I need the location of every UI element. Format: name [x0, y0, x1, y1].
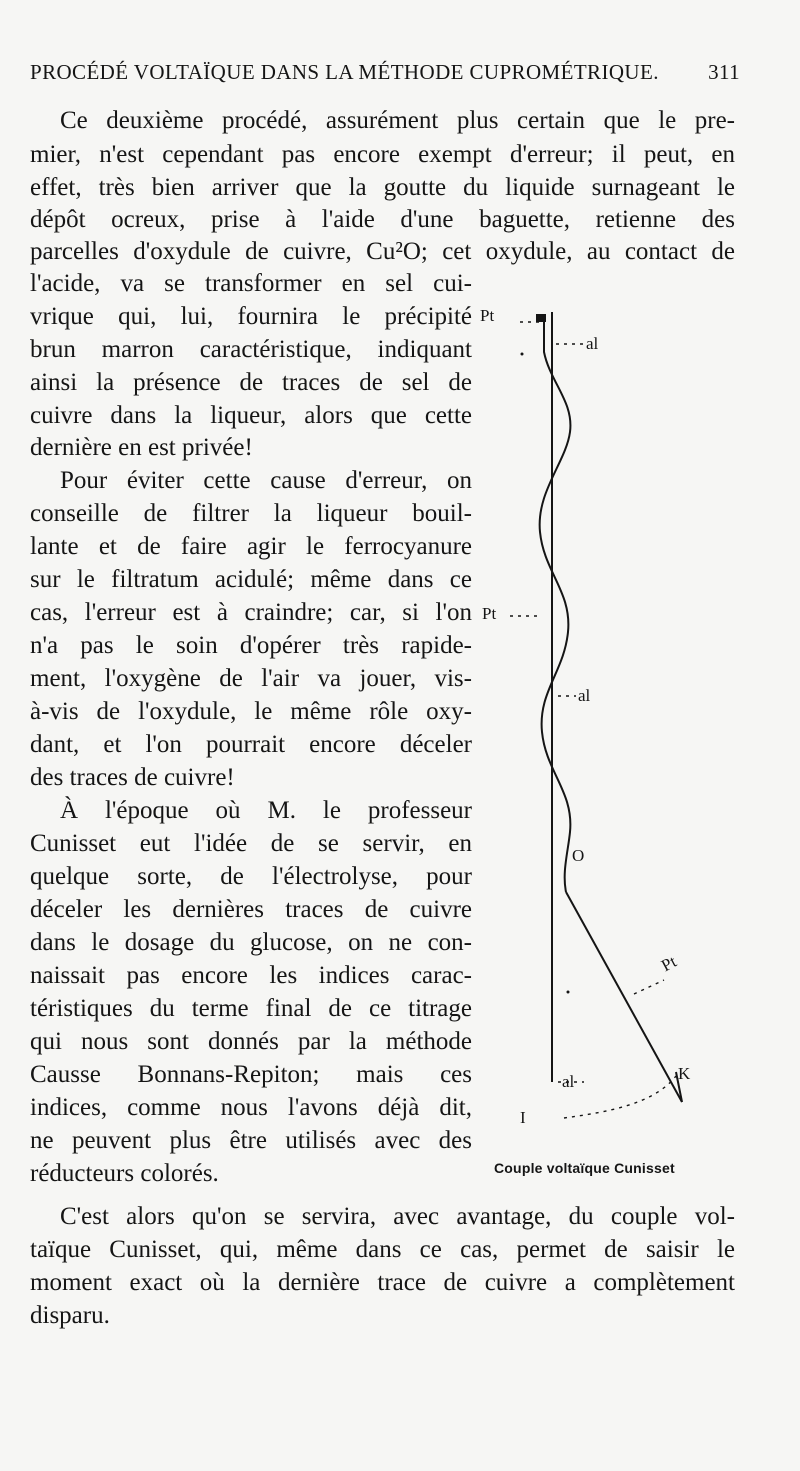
text-line: indices, comme nous l'avons déjà dit, [30, 1094, 472, 1121]
text-line: dépôt ocreux, prise à l'aide d'une baguette, retienne des [30, 206, 735, 233]
text-line: effet, très bien arriver que la goutte du liquide surnageant le [30, 174, 735, 201]
text-line: l'acide, va se transformer en sel cui- [30, 270, 472, 297]
text-line: téristiques du terme final de ce titrage [30, 995, 472, 1022]
text-line: lante et de faire agir le ferrocyanure [30, 533, 472, 560]
text-line: ainsi la présence de traces de sel de [30, 369, 472, 396]
running-title: PROCÉDÉ VOLTAÏQUE DANS LA MÉTHODE CUPROMÉTRIQUE. [30, 60, 659, 84]
text-line: C'est alors qu'on se servira, avec avantage, du couple vol- [60, 1203, 735, 1230]
text-line: conseille de filtrer la liqueur bouil- [30, 500, 472, 527]
text-line: dant, et l'on pourrait encore déceler [30, 731, 472, 758]
text-line: Ce deuxième procédé, assurément plus certain que le pre- [60, 107, 735, 134]
text-line: réducteurs colorés. [30, 1160, 219, 1187]
page-number: 311 [708, 60, 740, 84]
text-line: naissait pas encore les indices carac- [30, 962, 472, 989]
label-k: K [678, 1064, 691, 1083]
terminal-clip [536, 314, 546, 322]
label-pt-top: Pt [480, 306, 495, 325]
text-line: dernière en est privée! [30, 434, 253, 461]
diagonal-electrode [566, 892, 682, 1102]
voltaic-couple-figure [478, 292, 748, 1192]
label-al-middle: al [578, 686, 591, 705]
label-pt-bottom: Pt [658, 951, 680, 976]
running-header [30, 60, 740, 85]
text-line: sur le filtratum acidulé; même dans ce [30, 566, 472, 593]
label-pt-middle: Pt [482, 604, 497, 623]
figure-caption: Couple voltaïque Cunisset [494, 1160, 675, 1176]
label-al-bottom: al [562, 1072, 575, 1091]
text-line: moment exact où la dernière trace de cuivre a complètement [30, 1269, 735, 1296]
text-line: cuivre dans la liqueur, alors que cette [30, 402, 472, 429]
text-line: Causse Bonnans-Repiton; mais ces [30, 1061, 472, 1088]
text-line: vrique qui, lui, fournira le précipité [30, 303, 472, 330]
text-line: dans le dosage du glucose, on ne con- [30, 929, 472, 956]
text-line: des traces de cuivre! [30, 764, 235, 791]
text-line: cas, l'erreur est à craindre; car, si l'on [30, 599, 472, 626]
label-o: O [572, 846, 585, 865]
label-i: I [520, 1108, 526, 1127]
text-line: mier, n'est cependant pas encore exempt d'erreur; il peut, en [30, 141, 735, 168]
text-line: n'a pas le soin d'opérer très rapide- [30, 632, 472, 659]
text-line: Pour éviter cette cause d'erreur, on [60, 467, 472, 494]
label-al-top: al [586, 334, 599, 353]
leader-pt3 [634, 980, 664, 994]
text-line: ne peuvent plus être utilisés avec des [30, 1127, 472, 1154]
text-line: déceler les dernières traces de cuivre [30, 896, 472, 923]
text-line: quelque sorte, de l'électrolyse, pour [30, 863, 472, 890]
text-line: parcelles d'oxydule de cuivre, Cu²O; cet oxydule, au contact de [30, 238, 735, 265]
text-line: qui nous sont donnés par la méthode [30, 1028, 472, 1055]
figure-drawing [478, 292, 748, 1192]
wire-coil [540, 322, 571, 892]
leader-k [564, 1076, 676, 1118]
text-line: À l'époque où M. le professeur [60, 797, 472, 824]
text-line: disparu. [30, 1302, 110, 1329]
text-line: ment, l'oxygène de l'air va jouer, vis- [30, 665, 472, 692]
text-line: taïque Cunisset, qui, même dans ce cas, permet de saisir le [30, 1236, 735, 1263]
text-line: à-vis de l'oxydule, le même rôle oxy- [30, 698, 472, 725]
text-line: brun marron caractéristique, indiquant [30, 336, 472, 363]
text-line: Cunisset eut l'idée de se servir, en [30, 830, 472, 857]
